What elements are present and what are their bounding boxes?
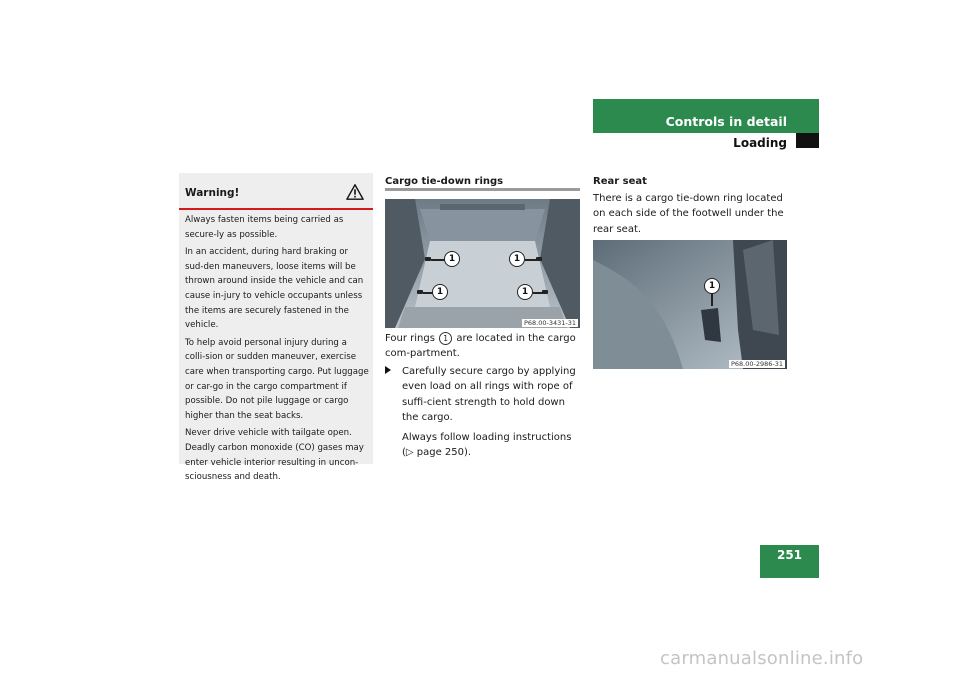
image-reference-code: P68.00-2986-31 (730, 360, 783, 368)
warning-paragraph: Never drive vehicle with tailgate open. Deadly carbon monoxide (CO) gases may enter vehicle interior resulting in uncon-sciousness and death. (185, 428, 364, 483)
warning-paragraph: In an accident, during hard braking or sud-den maneuvers, loose items will be thrown around inside the vehicle and can cause in-jury to vehicle occupants unless the items are securely fastened in the vehicle. (185, 247, 364, 331)
callout-leader (431, 259, 445, 261)
heading-rule (385, 188, 580, 191)
page-number-badge (760, 545, 819, 578)
tiedown-ring-marker (417, 290, 423, 294)
rear-seat-text: There is a cargo tie-down ring located on each side of the footwell under the rear seat. (593, 193, 784, 235)
intro-text-after: are located in the cargo com-partment. (385, 333, 576, 360)
header-marker-block (796, 133, 819, 148)
tiedown-ring-marker (425, 257, 431, 261)
section-title: Controls in detail (665, 114, 787, 129)
intro-text-before: Four rings (385, 333, 435, 344)
inline-callout-1: 1 (439, 332, 452, 345)
callout-ring-3: 1 (432, 284, 448, 300)
tiedown-ring-marker (542, 290, 548, 294)
callout-leader (711, 294, 713, 306)
callout-ring-4: 1 (517, 284, 533, 300)
callout-ring-2: 1 (509, 251, 525, 267)
tiedown-intro (385, 331, 581, 362)
watermark: carmanualsonline.info (660, 648, 864, 669)
page-reference-link[interactable]: (▷ page 250). (402, 447, 472, 459)
section-header-band (593, 99, 819, 133)
warning-body (185, 213, 369, 488)
loading-instructions-text: Always follow loading instructions (402, 431, 572, 443)
image-reference-code: P68.00-3431-31 (523, 319, 576, 327)
cargo-compartment-photo (385, 199, 580, 328)
rear-seat-heading: Rear seat (593, 176, 647, 187)
warning-paragraph: To help avoid personal injury during a colli-sion or sudden maneuver, exercise care when transporting cargo. Put luggage or car-go in the cargo compartment if possible. Do not pile luggage or cargo higher than the seat backs. (185, 337, 369, 421)
warning-header (179, 173, 373, 210)
tiedown-bullet (385, 364, 581, 460)
footwell-illustration (593, 240, 787, 369)
subsection-header (593, 133, 787, 149)
bullet-text: Carefully secure cargo by applying even load on all rings with rope of suffi-cient strength to hold down the cargo. (402, 366, 576, 424)
page-number: 251 (776, 548, 803, 562)
callout-leader (423, 292, 433, 294)
tiedown-ring-marker (536, 257, 542, 261)
warning-box (179, 173, 373, 483)
bullet-triangle-icon (385, 366, 391, 374)
callout-ring-1: 1 (444, 251, 460, 267)
cargo-illustration (385, 199, 580, 328)
warning-title: Warning! (185, 187, 240, 199)
tiedown-heading: Cargo tie-down rings (385, 176, 504, 187)
warning-triangle-icon (346, 183, 364, 201)
subsection-title: Loading (733, 136, 787, 150)
warning-paragraph: Always fasten items being carried as secure-ly as possible. (185, 215, 344, 240)
rear-seat-footwell-photo (593, 240, 787, 369)
callout-ring-rear-seat: 1 (704, 278, 720, 294)
